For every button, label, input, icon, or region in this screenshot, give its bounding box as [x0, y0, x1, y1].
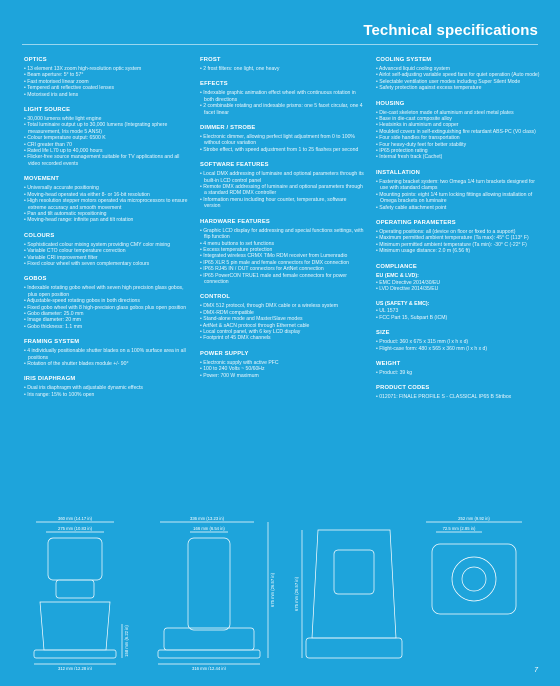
- spec-item: • Tempered anti reflective coated lenses: [24, 85, 188, 91]
- spec-list: [200, 134, 364, 153]
- spec-section: [24, 57, 188, 98]
- top-body-shape: [432, 544, 516, 614]
- spec-section: [24, 107, 188, 167]
- spec-item: • Flicker-free source management suitable for TV applications and all video recorded events: [24, 154, 188, 167]
- spec-item: • Footprint of 45 DMX channels: [200, 335, 364, 341]
- top-lens-shape: [452, 557, 496, 601]
- spec-item: • IP65 RJ45 IN / OUT connectors for ArtNet connection: [200, 266, 364, 272]
- spec-item: • Strobe effect, with speed adjustment from 1 to 25 flashes per second: [200, 147, 364, 153]
- spec-list: [376, 370, 540, 376]
- spec-item: • Local control panel, with 6 key LCD display: [200, 329, 364, 335]
- spec-heading: HARDWARE FEATURES: [200, 218, 270, 225]
- spec-item: • Electronic dimmer, allowing perfect light adjustment from 0 to 100% without colour variation: [200, 134, 364, 147]
- spec-list: [24, 66, 188, 98]
- spec-column-1: [24, 57, 188, 503]
- spec-item: • IP65 XLR 5 pin male and female connectors for DMX connection: [200, 260, 364, 266]
- spec-item: • Rotation of the shutter blades module +/- 90°: [24, 361, 188, 367]
- spec-heading: FRAMING SYSTEM: [24, 339, 80, 346]
- spec-item: • Fastening bracket system: two Omega 1/4 turn brackets designed for use with standard clamps: [376, 179, 540, 192]
- front-base-width-label: 312 mm (12.28 in): [58, 666, 92, 670]
- spec-item: • 4 individually positionable shutter blades on a 100% surface area in all positions: [24, 348, 188, 361]
- spec-list: [200, 90, 364, 116]
- spec-heading: OPERATING PARAMETERS: [376, 219, 456, 226]
- spec-item: • Base in die-cast composite alloy: [376, 116, 540, 122]
- top-view-drawing: [426, 522, 522, 614]
- side-base-width-label: 316 mm (12.44 in): [192, 666, 226, 670]
- side-head-shape: [188, 538, 230, 630]
- spec-section: [376, 220, 540, 255]
- spec-heading: COOLING SYSTEM: [376, 57, 432, 63]
- side-inner-width-label: 166 mm (6.54 in): [193, 526, 225, 531]
- front-top-width-label: 360 mm (14.17 in): [58, 516, 92, 521]
- spec-item: • Moving-head operated via either 8- or 16-bit resolution: [24, 192, 188, 198]
- spec-list: [200, 66, 364, 72]
- top-outer-width-label: 252 mm (9.92 in): [458, 516, 490, 521]
- front-inner-width-label: 275 mm (10.83 in): [58, 526, 92, 531]
- spec-item: • 2 frost filters: one light, one heavy: [200, 66, 364, 72]
- front-yoke-shape: [40, 602, 110, 650]
- spec-item: • UL 1573: [376, 308, 540, 314]
- front-base-height-label: 158 mm (6.22 in): [124, 625, 129, 657]
- spec-list: [24, 185, 188, 223]
- spec-item: • 4 menu buttons to set functions: [200, 241, 364, 247]
- spec-list: [200, 360, 364, 379]
- spec-section: [376, 330, 540, 352]
- spec-heading: IRIS DIAPHRAGM: [24, 376, 76, 383]
- technical-drawings: [22, 510, 538, 670]
- spec-item: • Local DMX addressing of luminaire and optional parameters through its built-in LCD control panel: [200, 171, 364, 184]
- side-view-drawing: [158, 522, 268, 664]
- page-title: Technical specifications: [363, 22, 538, 39]
- spec-subheading: US (SAFETY & EMC):: [376, 301, 430, 308]
- spec-item: • Product: 360 x 675 x 315 mm (l x h x d): [376, 339, 540, 345]
- spec-list: [376, 110, 540, 161]
- spec-heading: LIGHT SOURCE: [24, 107, 71, 114]
- spec-item: • Information menu including hour counter, temperature, software version: [200, 197, 364, 210]
- spec-heading: SOFTWARE FEATURES: [200, 162, 269, 169]
- spec-list: [376, 280, 540, 293]
- spec-item: • LVD Directive 2014/35/EU: [376, 286, 540, 292]
- spec-item: • Operating positions: all (device on floor or fixed to a support): [376, 229, 540, 235]
- front-view-drawing: [34, 522, 122, 664]
- side-yoke-shape: [164, 628, 254, 650]
- spec-item: • IP65 PowerCON TRUE1 male and female connectors for power connection: [200, 273, 364, 286]
- spec-section: [200, 351, 364, 379]
- spec-item: • Motorised iris and lens: [24, 92, 188, 98]
- spec-heading: EFFECTS: [200, 81, 228, 88]
- spec-item: • Integrated wireless CRMX TiMo RDM receiver from Lumenradio: [200, 253, 364, 259]
- spec-item: • Electronic supply with active PFC: [200, 360, 364, 366]
- spec-item: • Internal fresh track (Cachet): [376, 154, 540, 160]
- spec-item: • Total luminaire output up to 30,000 lumens (Integrating sphere measurement, Iris mode 5 ANSI): [24, 122, 188, 135]
- spec-item: • DMX 512 protocol, through DMX cable or a wireless system: [200, 303, 364, 309]
- spec-item: • Variable CTO colour temperature correction: [24, 248, 188, 254]
- spec-list: [376, 229, 540, 255]
- spec-item: • Indexable rotating gobo wheel with seven high precision glass gobos, plus open position: [24, 285, 188, 298]
- spec-list: [24, 285, 188, 330]
- spec-list: [24, 348, 188, 367]
- spec-section: [24, 176, 188, 223]
- spec-column-3: [376, 57, 540, 503]
- spec-section: [24, 339, 188, 367]
- spec-item: • Remote DMX addressing of luminaire and optional parameters through a standard RDM DMX controller: [200, 184, 364, 197]
- spec-list: [200, 303, 364, 341]
- spec-item: • Selectable ventilation user modes including Super Silent Mode: [376, 79, 540, 85]
- spec-item: • Indexable graphic animation effect wheel with continuous rotation in both directions: [200, 90, 364, 103]
- top-lens-inner-shape: [462, 567, 486, 591]
- back-height-label: 675 mm (26.57 in): [294, 577, 299, 611]
- spec-item: • Rated life L70 up to 40,000 hours: [24, 148, 188, 154]
- spec-item: • 30,000 lumens white light engine: [24, 116, 188, 122]
- spec-list: [24, 242, 188, 268]
- front-lens-shape: [56, 580, 94, 598]
- spec-list: [200, 228, 364, 286]
- spec-item: • IP65 protection rating: [376, 148, 540, 154]
- spec-item: • Mounting points: eight 1/4 turn locking fittings allowing installation of Omega brackets on luminaire: [376, 192, 540, 205]
- spec-item: • Adjustable-speed rotating gobos in both directions: [24, 298, 188, 304]
- spec-section: [376, 57, 540, 92]
- spec-item: • Maximum permitted ambient temperature (Ta max): 45° C (113° F): [376, 235, 540, 241]
- spec-item: • Colour temperature output: 6500 K: [24, 135, 188, 141]
- side-base-shape: [158, 650, 260, 658]
- spec-item: • Beam aperture: 5° to 57°: [24, 72, 188, 78]
- back-head-shape: [312, 530, 396, 638]
- spec-item: • Graphic LCD display for addressing and special functions settings, with flip function: [200, 228, 364, 241]
- spec-item: • DMX-RDM compatible: [200, 310, 364, 316]
- spec-list: [24, 116, 188, 167]
- spec-heading: POWER SUPPLY: [200, 350, 249, 357]
- spec-item: • 100 to 240 Volts ~ 50/60Hz: [200, 366, 364, 372]
- spec-item: • Pan and tilt automatic repositioning: [24, 211, 188, 217]
- spec-item: • Die-cast skeleton made of aluminium and steel metal plates: [376, 110, 540, 116]
- spec-heading: MOVEMENT: [24, 176, 60, 183]
- spec-item: • ArtNet & sACN protocol through Ethernet cable: [200, 323, 364, 329]
- spec-item: • CRI greater than 70: [24, 142, 188, 148]
- spec-section: [24, 276, 188, 330]
- spec-item: • 2 combinable rotating and indexable prisms: one 5 facet circular, one 4 facet linear: [200, 103, 364, 116]
- spec-subheading: EU (EMC & LVD):: [376, 272, 419, 279]
- page-number: 7: [534, 667, 538, 674]
- spec-heading: COLOURS: [24, 232, 55, 239]
- spec-list: [24, 385, 188, 398]
- spec-item: • Fixed colour wheel with seven complementary colours: [24, 261, 188, 267]
- back-panel-shape: [334, 550, 374, 594]
- spec-section: [24, 233, 188, 268]
- spec-item: • Four heavy-duty feet for better stability: [376, 142, 540, 148]
- spec-heading: COMPLIANCE: [376, 263, 417, 270]
- spec-item: • Power: 700 W maximum: [200, 373, 364, 379]
- back-base-shape: [306, 638, 402, 658]
- spec-list: [376, 179, 540, 211]
- spec-item: • Advanced liquid cooling system: [376, 66, 540, 72]
- spec-item: • Fixed gobo wheel with 8 high-precision glass gobos plus open position: [24, 305, 188, 311]
- spec-item: • Four side handles for transportation: [376, 135, 540, 141]
- spec-section: [376, 361, 540, 376]
- spec-list: [376, 66, 540, 92]
- spec-item: • Safety protection against excess temperature: [376, 85, 540, 91]
- top-inner-width-label: 72.5 mm (2.85 in): [442, 526, 476, 531]
- spec-section: [376, 385, 540, 400]
- spec-item: • High resolution stepper motors operated via microprocessors to ensure extreme accuracy and smooth movement: [24, 198, 188, 211]
- spec-section: [200, 57, 364, 72]
- spec-heading: HOUSING: [376, 100, 405, 107]
- dimension-labels: [58, 516, 490, 670]
- spec-item: • Minimum permitted ambient temperature (Ta min): -30° C (-22° F): [376, 242, 540, 248]
- spec-item: • Product: 39 kg: [376, 370, 540, 376]
- spec-item: • Variable CRI improvement filter: [24, 255, 188, 261]
- spec-section: [200, 125, 364, 153]
- spec-section: [200, 81, 364, 116]
- spec-section: [200, 219, 364, 286]
- spec-list: [200, 171, 364, 209]
- spec-section: [200, 294, 364, 341]
- spec-item: • Dual iris diaphragm with adjustable dynamic effects: [24, 385, 188, 391]
- spec-item: • Moulded covers in self-extinguishing fire retardant ABS-PC (V0 class): [376, 129, 540, 135]
- spec-columns: [24, 57, 540, 503]
- front-head-shape: [48, 538, 102, 580]
- spec-heading: INSTALLATION: [376, 169, 421, 176]
- spec-item: • Gobo thickness: 1.1 mm: [24, 324, 188, 330]
- spec-heading: WEIGHT: [376, 360, 401, 367]
- spec-item: • Airlot self-adjusting variable speed fans for quiet operation (Auto mode): [376, 72, 540, 78]
- spec-item: • 012071: FINALE PROFILE S - CLASSICAL IP65 B Stribox: [376, 394, 540, 400]
- back-view-drawing: [302, 530, 402, 658]
- spec-item: • Safety cable attachment point: [376, 205, 540, 211]
- spec-heading: OPTICS: [24, 57, 47, 63]
- spec-item: • Iris range: 15% to 100% open: [24, 392, 188, 398]
- spec-list: [376, 308, 540, 321]
- spec-item: • Moving-head range: infinite pan and tilt rotation: [24, 217, 188, 223]
- spec-item: • Gobo diameter: 25.0 mm: [24, 311, 188, 317]
- title-divider: [22, 44, 538, 45]
- spec-section: [24, 376, 188, 398]
- spec-item: • Heatsinks in aluminium and copper: [376, 122, 540, 128]
- spec-heading: DIMMER / STROBE: [200, 125, 256, 132]
- spec-heading: SIZE: [376, 330, 390, 337]
- drawings-svg: [22, 510, 538, 670]
- spec-item: • Sophisticated colour mixing system providing CMY color mixing: [24, 242, 188, 248]
- spec-item: • Fast motorised linear zoom: [24, 79, 188, 85]
- side-height-label: 675 mm (26.57 in): [270, 573, 275, 607]
- spec-item: • Flight-case form: 480 x 565 x 360 mm (l x h x d): [376, 346, 540, 352]
- spec-heading: CONTROL: [200, 294, 231, 301]
- spec-item: • Image diameter: 20 mm: [24, 317, 188, 323]
- spec-column-2: [200, 57, 364, 503]
- spec-item: • EMC Directive 2014/30/EU: [376, 280, 540, 286]
- spec-item: • Stand-alone mode and Master/Slave modes: [200, 316, 364, 322]
- front-base-shape: [34, 650, 116, 658]
- spec-item: • Universally accurate positioning: [24, 185, 188, 191]
- spec-section: [376, 264, 540, 293]
- spec-heading: GOBOS: [24, 276, 47, 283]
- spec-heading: PRODUCT CODES: [376, 385, 430, 392]
- spec-item: • Minimum usage distance: 2.0 m (6.56 ft): [376, 248, 540, 254]
- spec-item: • Excess temperature protection: [200, 247, 364, 253]
- spec-section: [200, 162, 364, 209]
- spec-section: [376, 301, 540, 321]
- spec-heading: FROST: [200, 57, 221, 63]
- spec-list: [376, 339, 540, 352]
- spec-item: • 13 element 13X zoom high-resolution optic system: [24, 66, 188, 72]
- side-top-width-label: 336 mm (13.23 in): [190, 516, 224, 521]
- spec-item: • FCC Part 15, Subpart B (ICM): [376, 315, 540, 321]
- spec-section: [376, 101, 540, 161]
- spec-section: [376, 170, 540, 211]
- spec-list: [376, 394, 540, 400]
